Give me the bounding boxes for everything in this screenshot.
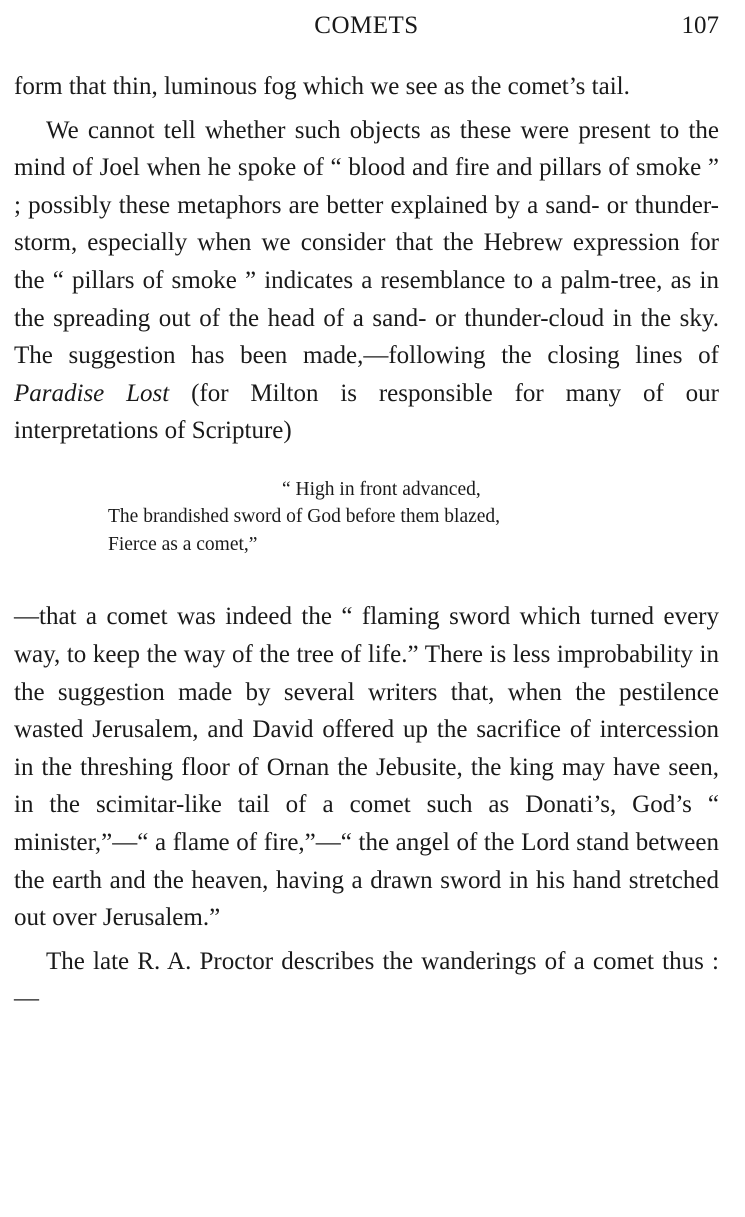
verse-line: The brandished sword of God before them blazed, bbox=[108, 506, 501, 528]
page-header bbox=[14, 0, 719, 50]
paragraph-flaming-sword: —that a comet was indeed the “ flaming sword which turned every way, to keep the way of the tree of life.” There is less improbability in the suggestion made by several writers that, when the pestilence wasted Jerusalem, and David offered up the sacrifice of intercession in the threshing floor of Ornan the Jebusite, the king may have seen, in the scimitar-like tail of a comet such as Donati’s, God’s “ minister,”—“ a flame of fire,”—“ the angel of the Lord stand between the earth and the heaven, having a drawn sword in his hand stretched out over Jerusalem.” bbox=[14, 603, 719, 932]
running-head: COMETS bbox=[314, 12, 419, 39]
paragraph-joel-text: We cannot tell whether such objects as these were present to the mind of Joel when he spoke of “ blood and fire and pillars of smoke ” ; possibly these metaphors are better explained by a sand- or thunder-storm, especially when we consider that the Hebrew expression for the “ pillars of smoke ” indicates a resemblance to a palm-tree, as in the spreading out of the head of a sand- or thunder-cloud in the sky. The suggestion has been made,—following the closing lines of bbox=[14, 116, 719, 370]
paragraph-proctor: The late R. A. Proctor describes the wanderings of a comet thus :— bbox=[14, 947, 719, 1013]
book-title-paradise-lost: Paradise Lost bbox=[14, 379, 170, 407]
verse-line: “ High in front advanced, bbox=[282, 478, 481, 500]
verse-quotation bbox=[108, 476, 719, 559]
book-page bbox=[14, 0, 719, 1018]
verse-line: Fierce as a comet,” bbox=[108, 533, 258, 555]
paragraph-joel-text-end: (for Milton is responsible for many of our interpretations of Scripture) bbox=[14, 379, 719, 445]
paragraph-continued: form that thin, luminous fog which we see as the comet’s tail. bbox=[14, 73, 630, 100]
page-number: 107 bbox=[681, 12, 719, 39]
page-body bbox=[14, 68, 719, 1018]
paragraph-joel bbox=[14, 112, 719, 450]
